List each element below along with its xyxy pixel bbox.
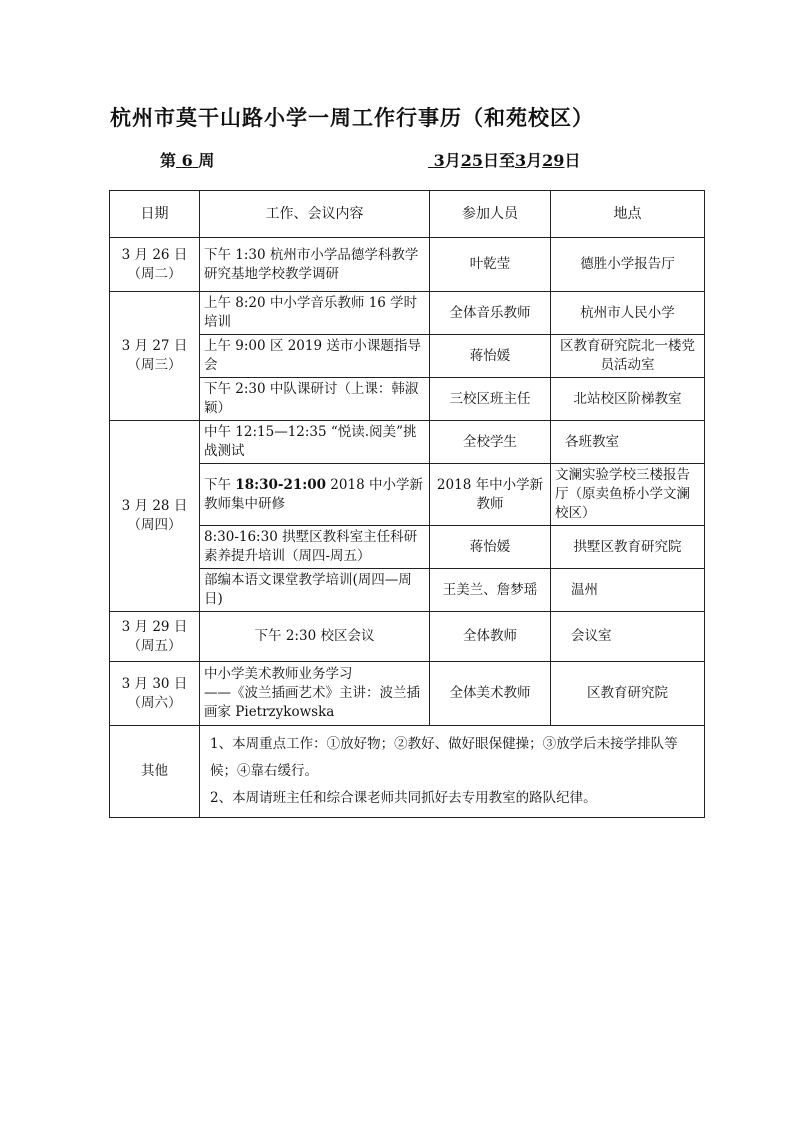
table-row (110, 726, 705, 818)
participants-cell: 2018 年中小学新教师 (430, 464, 551, 526)
table-row (110, 569, 705, 612)
participants-cell: 全校学生 (430, 421, 551, 464)
content-cell: 上午 8:20 中小学音乐教师 16 学时培训 (200, 292, 430, 335)
content-cell: 下午 2:30 中队课研讨（上课：韩淑颖） (200, 378, 430, 421)
week-date-range: 3月25日至3月29日 (433, 151, 581, 170)
table-row (110, 662, 705, 726)
end-month: 3 (515, 151, 527, 170)
date-cell: 3 月 26 日 （周二） (110, 238, 200, 292)
other-label: 其他 (110, 726, 200, 818)
table-row (110, 335, 705, 378)
participants-cell: 全体美术教师 (430, 662, 551, 726)
start-month: 3 (433, 151, 445, 170)
location-cell: 北站校区阶梯教室 (551, 378, 705, 421)
location-cell: 区教育研究院北一楼党员活动室 (551, 335, 705, 378)
date-cell: 3 月 30 日 （周六） (110, 662, 200, 726)
date-cell: 3 月 28 日 （周四） (110, 421, 200, 612)
week-prefix: 第 (160, 151, 177, 170)
content-cell: 上午 9:00 区 2019 送市小课题指导会 (200, 335, 430, 378)
location-cell: 区教育研究院 (551, 662, 705, 726)
location-cell: 文澜实验学校三楼报告厅（原卖鱼桥小学文澜校区） (551, 464, 705, 526)
other-content (200, 726, 705, 818)
schedule-table (109, 190, 705, 818)
table-header-row (110, 191, 705, 238)
week-number-value: 6 (181, 151, 193, 170)
participants-cell: 叶乾莹 (430, 238, 551, 292)
week-number (160, 148, 214, 171)
participants-cell: 蒋怡媛 (430, 526, 551, 569)
page-title: 杭州市莫干山路小学一周工作行事历（和苑校区） (110, 105, 594, 130)
participants-cell: 全体教师 (430, 612, 551, 662)
content-cell: 8:30-16:30 拱墅区教科室主任科研素养提升培训（周四-周五） (200, 526, 430, 569)
participants-cell: 蒋怡媛 (430, 335, 551, 378)
location-cell: 各班教室 (551, 421, 705, 464)
content-cell: 中小学美术教师业务学习 ——《波兰插画艺术》主讲：波兰插画家 Pietrzykowska (200, 662, 430, 726)
date-cell: 3 月 27 日 （周三） (110, 292, 200, 421)
location-cell: 德胜小学报告厅 (551, 238, 705, 292)
participants-cell: 三校区班主任 (430, 378, 551, 421)
start-day: 25 (460, 151, 483, 170)
table-row (110, 292, 705, 335)
participants-cell: 全体音乐教师 (430, 292, 551, 335)
content-cell: 下午 18:30-21:00 2018 中小学新教师集中研修 (200, 464, 430, 526)
week-suffix: 周 (198, 151, 215, 170)
date-cell: 3 月 29 日 （周五） (110, 612, 200, 662)
table-row (110, 612, 705, 662)
location-cell: 拱墅区教育研究院 (551, 526, 705, 569)
location-cell: 会议室 (551, 612, 705, 662)
content-cell: 中午 12:15—12:35 “悦读.阅美”挑战测试 (200, 421, 430, 464)
header-content: 工作、会议内容 (200, 191, 430, 238)
other-line-2: 2、本周请班主任和综合课老师共同抓好去专用教室的路队纪律。 (210, 790, 597, 806)
end-day: 29 (542, 151, 565, 170)
participants-cell: 王美兰、詹梦瑶 (430, 569, 551, 612)
time-bold: 18:30-21:00 (235, 476, 327, 493)
header-date: 日期 (110, 191, 200, 238)
content-cell: 下午 1:30 杭州市小学品德学科教学研究基地学校教学调研 (200, 238, 430, 292)
table-row (110, 378, 705, 421)
header-location: 地点 (551, 191, 705, 238)
other-line-1: 1、本周重点工作：①放好物；②教好、做好眼保健操；③放学后未接学排队等候；④靠右缓行。 (210, 736, 678, 779)
table-row (110, 526, 705, 569)
content-cell: 部编本语文课堂教学培训(周四—周日) (200, 569, 430, 612)
content-cell: 下午 2:30 校区会议 (200, 612, 430, 662)
header-participants: 参加人员 (430, 191, 551, 238)
location-cell: 温州 (551, 569, 705, 612)
table-row (110, 464, 705, 526)
table-row (110, 421, 705, 464)
location-cell: 杭州市人民小学 (551, 292, 705, 335)
table-row (110, 238, 705, 292)
